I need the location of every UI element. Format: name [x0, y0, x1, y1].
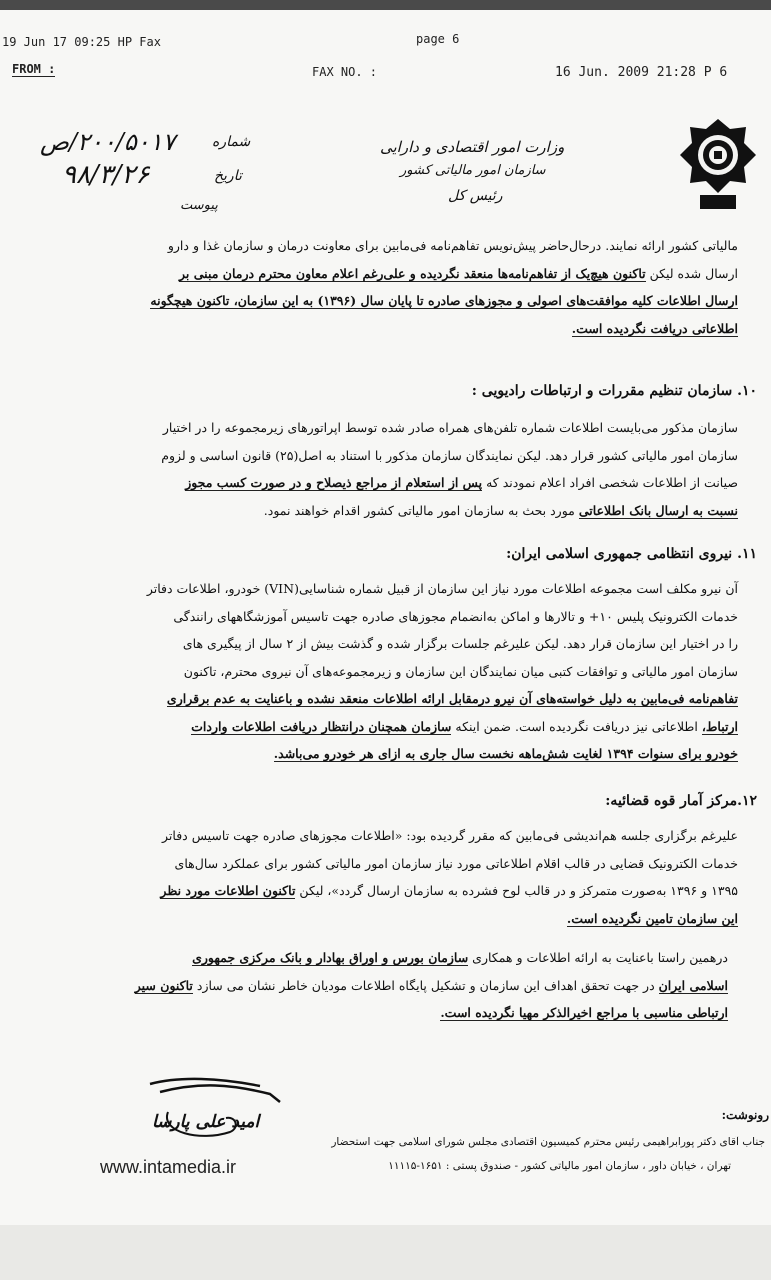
section-10-line: سازمان مذکور می‌بایست اطلاعات شماره تلفن‌های همراه صادر شده توسط اپراتورهای زیرمجموعه را در اختیار: [162, 420, 738, 435]
section-11-line: آن نیرو مکلف است مجموعه اطلاعات مورد نیاز این سازمان از قبیل شماره شناسایی(VIN) خودرو، اطلاعات دفاتر: [146, 581, 738, 596]
date-label: تاریخ: [214, 168, 242, 184]
letter-number: ۲۰۰/۵۰۱۷/ص: [40, 128, 176, 156]
closing-line: ارتباطی مناسبی با مراجع اخیرالذکر مهیا نگردیده است.: [440, 1005, 728, 1020]
fax-timestamp: 19 Jun 17 09:25 HP Fax: [2, 35, 161, 49]
section-11-line: خدمات الکترونیک پلیس ۱۰+ و تالارها و اماکن به‌انضمام مجوزهای صادره جهت تاسیس آموزشگاههای رانندگی: [173, 608, 738, 624]
section-10-line: صیانت از اطلاعات شخصی افراد اعلام نمودند که پس از استعلام از مراجع ذیصلاح و در صورت کسب مجوز: [185, 475, 738, 490]
number-label: شماره: [212, 134, 251, 150]
ministry-name: وزارت امور اقتصادی و دارایی: [380, 138, 565, 156]
section-12-body: [108, 822, 738, 932]
closing-paragraph: [108, 944, 728, 1027]
section-10-line: نسبت به ارسال بانک اطلاعاتی مورد بحث به سازمان امور مالیاتی کشور اقدام خواهند نمود.: [263, 502, 738, 518]
attachment-label: پیوست: [180, 198, 218, 213]
postal-address: تهران ، خیابان داور ، سازمان امور مالیاتی کشور - صندوق پستی : ۱۶۵۱-۱۱۱۱۵: [388, 1160, 731, 1172]
closing-line: اسلامی ایران در جهت تحقق اهداف این سازمان و تشکیل پایگاه اطلاعات مودیان خاطر نشان می سازد تاکنون سیر: [134, 977, 728, 993]
fax-number-label: FAX NO. :: [312, 65, 378, 79]
closing-line: درهمین راستا باعنایت به ارائه اطلاعات و همکاری سازمان بورس و اوراق بهادار و بانک مرکزی جمهوری: [192, 950, 728, 965]
section-11-line: سازمان امور مالیاتی و توافقات کتبی میان نمایندگان این سازمان و زیرمجموعه‌های آن نیروی محترم، تاکنون: [183, 663, 738, 679]
bottom-strip: [0, 1225, 771, 1280]
signatory-name: امید علی پارسا: [152, 1112, 260, 1132]
letter-date: ۹۸/۳/۲۶: [62, 160, 150, 190]
watermark-url: www.intamedia.ir: [100, 1157, 237, 1177]
fax-from: FROM :: [12, 62, 56, 76]
section-10-body: [108, 414, 738, 524]
role-title: رئیس کل: [448, 188, 503, 204]
intro-line: اطلاعاتی دریافت نگردیده است.: [571, 320, 738, 336]
section-10-line: سازمان امور مالیاتی کشور قرار دهد. لیکن نمایندگان سازمان مذکور با استناد به اصل(۲۵) قانون اساسی و لزوم: [161, 447, 738, 463]
intro-paragraph: [108, 232, 738, 342]
intro-line: ارسال شده لیکن تاکنون هیچ‌یک از تفاهم‌نامه‌ها منعقد نگردیده و علی‌رغم اعلام معاون محترم درمان مبنی بر: [179, 265, 738, 281]
section-12-line: ۱۳۹۵ و ۱۳۹۶ به‌صورت متمرکز و در قالب لوح فشرده به سازمان ارسال گردد»، لیکن تاکنون اطلاعات مورد نظر: [160, 883, 738, 898]
section-12-line: علیرغم برگزاری جلسه هم‌اندیشی فی‌مابین که مقرر گردیده بود: «اطلاعات مجوزهای صادره جهت تاسیس دفاتر: [162, 828, 738, 843]
top-bar: [0, 0, 771, 10]
section-11-line: خودرو برای سنوات ۱۳۹۴ لغایت شش‌ماهه نخست سال جاری به ازای هر خودرو می‌باشد.: [273, 746, 738, 761]
section-11-line: ارتباط، اطلاعاتی نیز دریافت نگردیده است. ضمن اینکه سازمان همچنان درانتظار دریافت اطلاعات واردات: [191, 718, 738, 734]
fax-page-number: page 6: [416, 32, 460, 46]
section-12-heading: ۱۲.مرکز آمار قوه قضائیه:: [605, 793, 757, 809]
section-11-heading: ۱۱. نیروی انتظامی جمهوری اسلامی ایران:: [506, 546, 757, 562]
cc-recipient: جناب آقای دکتر پورابراهیمی رئیس محترم کمیسیون اقتصادی مجلس شورای اسلامی جهت استحضار: [331, 1136, 765, 1148]
intro-line: ارسال اطلاعات کلیه موافقت‌های اصولی و مجوزهای صادره تا پایان سال (۱۳۹۶) به این سازمان، تاکنون هیچگونه: [150, 293, 738, 308]
section-10-heading: ۱۰. سازمان تنظیم مقررات و ارتباطات رادیویی :: [471, 383, 757, 399]
intro-line: مالیاتی کشور ارائه نمایند. درحال‌حاضر پیش‌نویس تفاهم‌نامه فی‌مابین برای معاونت درمان و سازمان غذا و دارو: [167, 238, 738, 253]
organization-name: سازمان امور مالیاتی کشور: [400, 163, 546, 178]
section-11-line: را در اختیار این سازمان قرار دهد. لیکن علیرغم جلسات برگزار شده و گذشت بیش از ۲ سال از پیگیری های: [182, 636, 738, 651]
emblem: [678, 115, 758, 215]
section-11-body: [106, 575, 738, 768]
fax-date: 16 Jun. 2009 21:28 P 6: [555, 65, 728, 80]
cc-label: رونوشت:: [721, 1108, 769, 1122]
emblem-icon: [678, 115, 758, 215]
section-12-line: خدمات الکترونیک قضایی در قالب اقلام اطلاعاتی مورد نیاز سازمان امور مالیاتی کشور برای عملکرد سال‌های: [174, 855, 738, 871]
section-11-line: تفاهم‌نامه فی‌مابین به دلیل خواسته‌های آن نیرو درمقابل ارائه اطلاعات منعقد نشده و باعنایت به عدم برقراری: [166, 691, 738, 706]
section-12-line: این سازمان تامین نگردیده است.: [566, 910, 738, 926]
